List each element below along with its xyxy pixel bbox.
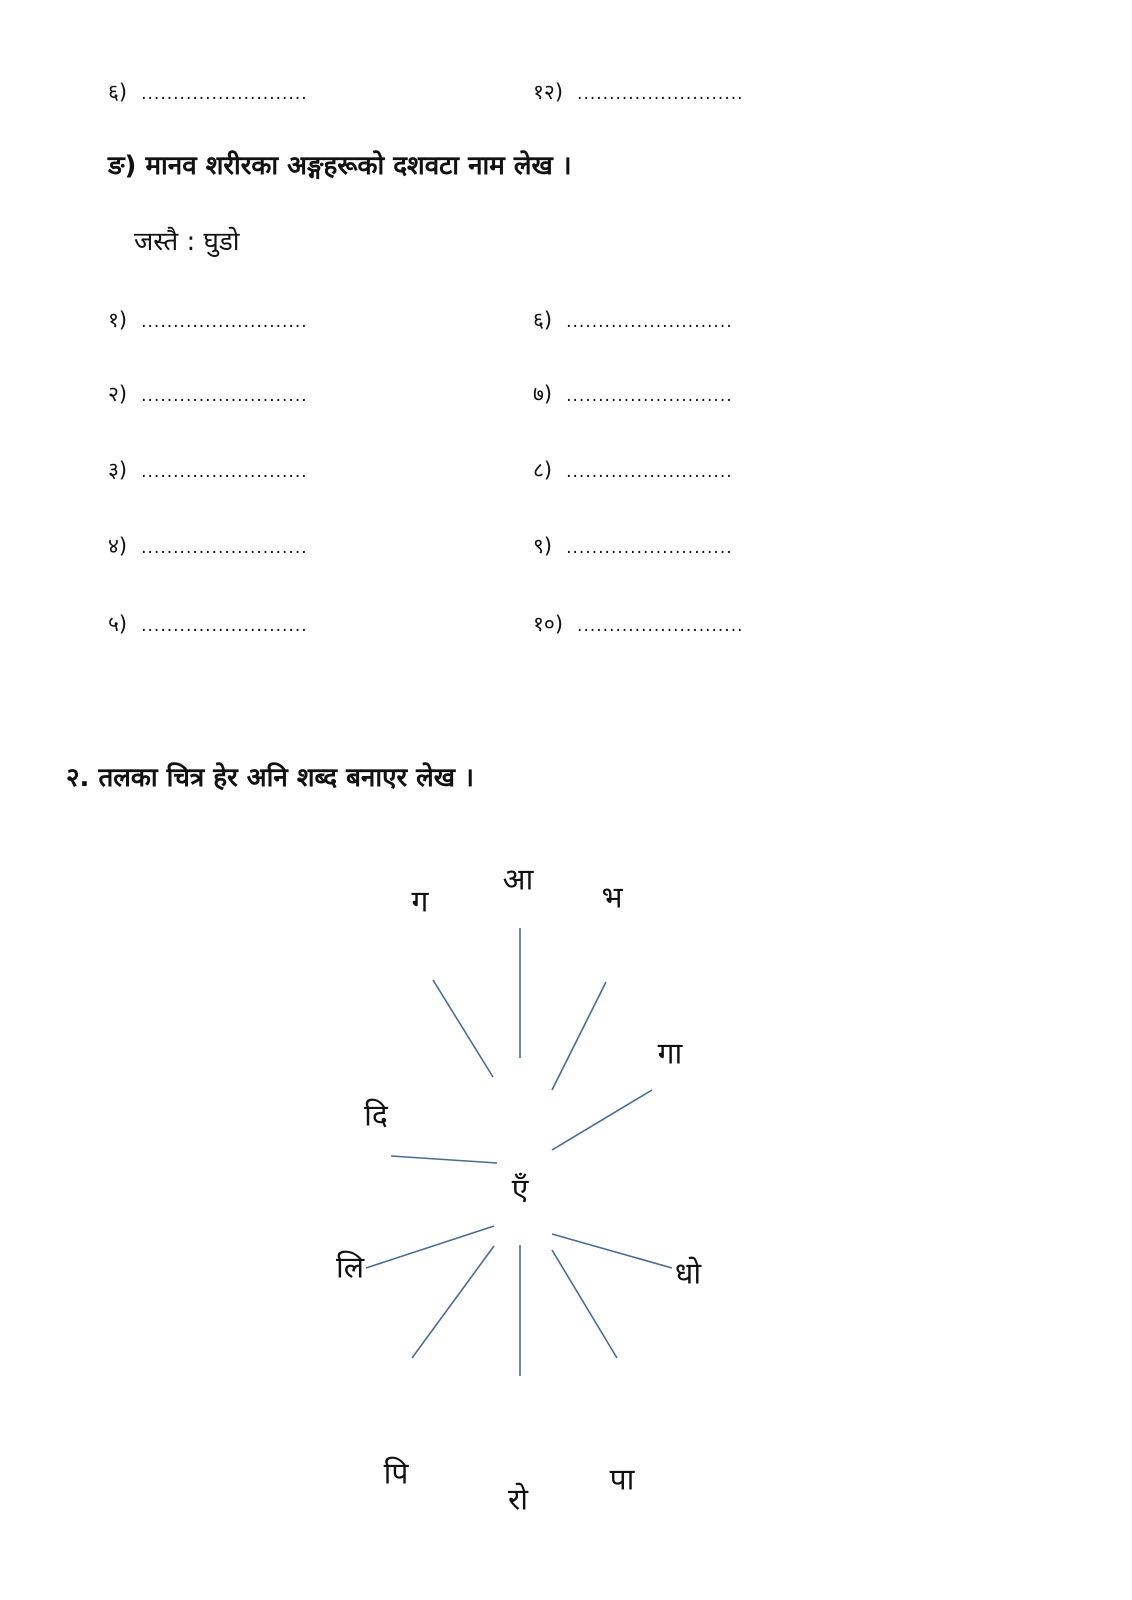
answer-blank: .......................... [141, 386, 308, 406]
spoke-line [412, 1246, 494, 1358]
spoke-line [391, 1156, 497, 1163]
question-heading: ङ) मानव शरीरका अङ्गहरूको दशवटा नाम लेख । [108, 151, 572, 181]
answer-blank: .......................... [566, 462, 733, 482]
item-number: १०) [533, 612, 564, 636]
letter-label: लि [335, 1250, 365, 1286]
letter-label: पा [609, 1462, 635, 1498]
spoke-line [552, 1090, 652, 1150]
answer-blank: .......................... [141, 538, 308, 558]
item-number: २) [108, 382, 128, 406]
center-letter: एँ [511, 1172, 529, 1208]
answer-blank: .......................... [141, 312, 308, 332]
answer-blank: .......................... [577, 84, 744, 104]
spoke-line [433, 980, 493, 1077]
answer-blank: .......................... [566, 312, 733, 332]
item-number: ५) [108, 612, 128, 636]
spoke-line [552, 1234, 672, 1268]
spoke-line [552, 1250, 617, 1358]
letter-label: गा [657, 1036, 683, 1072]
item-number: ४) [108, 534, 128, 558]
spoke-line [552, 982, 606, 1090]
answer-blank: .......................... [141, 84, 308, 104]
spoke-line [366, 1226, 494, 1268]
letter-label: धो [674, 1256, 702, 1292]
answer-blank: .......................... [566, 538, 733, 558]
answer-blank: .......................... [577, 616, 744, 636]
letter-label: ग [411, 884, 429, 920]
letter-label: आ [502, 862, 534, 898]
answer-blank: .......................... [141, 462, 308, 482]
answer-blank: .......................... [566, 386, 733, 406]
example-text: जस्तै : घुडो [134, 227, 240, 257]
item-number: ९) [533, 534, 553, 558]
letter-label: रो [507, 1482, 529, 1518]
question-2-heading: २. तलका चित्र हेर अनि शब्द बनाएर लेख । [66, 763, 474, 793]
item-number: ८) [533, 458, 553, 482]
item-number: ६) [533, 308, 553, 332]
item-number: १२) [533, 80, 564, 104]
letter-label: पि [383, 1456, 409, 1492]
item-number: ३) [108, 458, 128, 482]
item-number: ७) [533, 382, 553, 406]
item-number: १) [108, 308, 128, 332]
letter-label: दि [364, 1098, 388, 1134]
answer-blank: .......................... [141, 616, 308, 636]
item-number: ६) [108, 80, 128, 104]
letter-label: भ [601, 880, 623, 916]
